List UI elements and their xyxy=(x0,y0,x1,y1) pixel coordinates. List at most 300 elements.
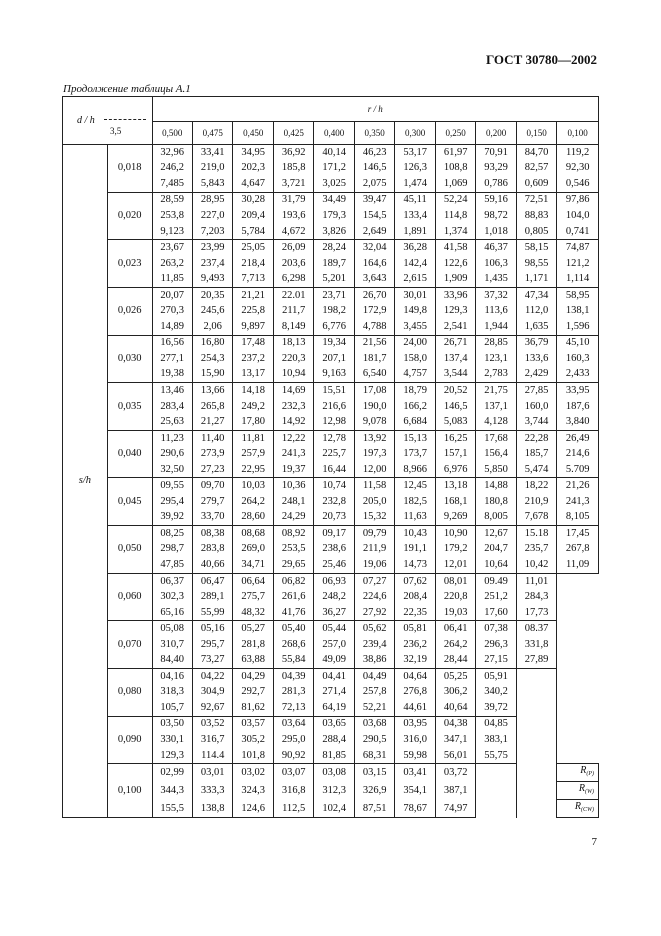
table-cell xyxy=(557,621,599,637)
table-cell: 22.01 xyxy=(273,287,313,303)
table-cell: 20,07 xyxy=(152,287,192,303)
table-cell: 58,95 xyxy=(557,287,599,303)
table-cell: 45,11 xyxy=(395,192,435,208)
table-cell: 46,37 xyxy=(476,240,516,256)
table-cell: 298,7 xyxy=(152,542,192,558)
d-h-value: 0,026 xyxy=(107,287,152,335)
corner-header xyxy=(63,97,153,145)
table-cell: 03,50 xyxy=(152,716,192,732)
table-cell: 03,07 xyxy=(273,764,313,782)
table-cell: 03,72 xyxy=(435,764,475,782)
table-cell: 08,68 xyxy=(233,526,273,542)
table-cell: 187,6 xyxy=(557,399,599,415)
table-cell: 03,95 xyxy=(395,716,435,732)
table-cell: 25,46 xyxy=(314,557,354,573)
table-cell: 126,3 xyxy=(395,161,435,177)
table-cell: 5,474 xyxy=(516,462,556,478)
table-cell: 23,99 xyxy=(192,240,232,256)
table-cell: 2,075 xyxy=(354,176,394,192)
table-cell: 10,74 xyxy=(314,478,354,494)
table-cell: 15.18 xyxy=(516,526,556,542)
table-cell: 93,29 xyxy=(476,161,516,177)
table-cell: 156,4 xyxy=(476,446,516,462)
table-cell: 155,5 xyxy=(152,800,192,818)
table-cell: 160,0 xyxy=(516,399,556,415)
table-cell: 2,06 xyxy=(192,319,232,335)
table-cell: 225,7 xyxy=(314,446,354,462)
table-cell: 305,2 xyxy=(233,732,273,748)
table-cell: 84,70 xyxy=(516,145,556,161)
table-cell: 19,03 xyxy=(435,605,475,621)
table-cell: 2,433 xyxy=(557,367,599,383)
standard-header: ГОСТ 30780—2002 xyxy=(485,52,597,67)
table-cell: 15,90 xyxy=(192,367,232,383)
table-cell: 05,62 xyxy=(354,621,394,637)
table-cell: 264,2 xyxy=(435,637,475,653)
table-cell: 18,79 xyxy=(395,383,435,399)
table-cell: 181,7 xyxy=(354,351,394,367)
table-cell: 333,3 xyxy=(192,782,232,800)
table-cell: 172,9 xyxy=(354,303,394,319)
table-cell: 224,6 xyxy=(354,589,394,605)
d-h-value: 0,070 xyxy=(107,621,152,669)
legend-base: R xyxy=(578,783,585,795)
table-cell: 14,18 xyxy=(233,383,273,399)
table-cell: 08,38 xyxy=(192,526,232,542)
table-cell: 4,128 xyxy=(476,414,516,430)
table-cell: 3,721 xyxy=(273,176,313,192)
table-cell: 11,01 xyxy=(516,573,556,589)
table-cell: 220,8 xyxy=(435,589,475,605)
table-cell: 185,8 xyxy=(273,161,313,177)
table-cell: 114,8 xyxy=(435,208,475,224)
table-cell: 3,455 xyxy=(395,319,435,335)
table-cell: 8,105 xyxy=(557,510,599,526)
table-cell: 5.709 xyxy=(557,462,599,478)
table-cell: 14,89 xyxy=(152,319,192,335)
table-cell: 290,6 xyxy=(152,446,192,462)
table-cell: 1,474 xyxy=(395,176,435,192)
table-cell: 26,71 xyxy=(435,335,475,351)
d-h-value: 0,040 xyxy=(107,430,152,478)
s-h-label: s/h xyxy=(63,145,108,818)
table-cell: 36,79 xyxy=(516,335,556,351)
table-row xyxy=(63,192,599,208)
table-cell: 97,86 xyxy=(557,192,599,208)
table-cell: 09.49 xyxy=(476,573,516,589)
table-cell: 11,85 xyxy=(152,271,192,287)
table-cell: 05,91 xyxy=(476,669,516,685)
table-cell: 318,3 xyxy=(152,685,192,701)
table-cell: 347,1 xyxy=(435,732,475,748)
table-cell: 36,92 xyxy=(273,145,313,161)
table-cell: 9,078 xyxy=(354,414,394,430)
table-cell: 295,0 xyxy=(273,732,313,748)
table-cell: 22,35 xyxy=(395,605,435,621)
table-cell xyxy=(516,800,556,818)
column-header: 0,200 xyxy=(476,122,516,145)
table-cell: 173,7 xyxy=(395,446,435,462)
table-cell xyxy=(557,605,599,621)
table-cell: 113,6 xyxy=(476,303,516,319)
table-cell: 65,16 xyxy=(152,605,192,621)
table-cell: 3,826 xyxy=(314,224,354,240)
table-cell: 1,891 xyxy=(395,224,435,240)
table-cell: 41,58 xyxy=(435,240,475,256)
legend-subscript: (CW) xyxy=(581,807,594,814)
table-cell: 257,9 xyxy=(233,446,273,462)
table-cell: 15,51 xyxy=(314,383,354,399)
table-cell xyxy=(516,685,556,701)
table-cell: 37,32 xyxy=(476,287,516,303)
table-cell: 17,08 xyxy=(354,383,394,399)
table-cell: 15,32 xyxy=(354,510,394,526)
table-cell: 289,1 xyxy=(192,589,232,605)
table-cell: 09,17 xyxy=(314,526,354,542)
table-cell: 306,2 xyxy=(435,685,475,701)
table-cell: 324,3 xyxy=(233,782,273,800)
table-cell: 3,025 xyxy=(314,176,354,192)
table-cell: 270,3 xyxy=(152,303,192,319)
table-cell xyxy=(516,732,556,748)
table-cell: 102,4 xyxy=(314,800,354,818)
table-row xyxy=(63,478,599,494)
r-h-header: r / h xyxy=(152,97,599,122)
table-cell: 271,4 xyxy=(314,685,354,701)
table-cell: 28,95 xyxy=(192,192,232,208)
table-cell xyxy=(557,716,599,732)
table-cell: 12,98 xyxy=(314,414,354,430)
table-cell: 25,05 xyxy=(233,240,273,256)
table-cell: 269,0 xyxy=(233,542,273,558)
table-cell: 1,171 xyxy=(516,271,556,287)
table-cell: 28,44 xyxy=(435,653,475,669)
table-row xyxy=(63,716,599,732)
table-cell: 23,71 xyxy=(314,287,354,303)
table-cell: 124,6 xyxy=(233,800,273,818)
table-cell: 149,8 xyxy=(395,303,435,319)
table-cell: 52,24 xyxy=(435,192,475,208)
table-cell: 13,66 xyxy=(192,383,232,399)
table-cell: 73,27 xyxy=(192,653,232,669)
table-row xyxy=(63,240,599,256)
table-cell: 263,2 xyxy=(152,256,192,272)
table-cell: 22,95 xyxy=(233,462,273,478)
table-cell: 2,649 xyxy=(354,224,394,240)
table-row xyxy=(63,669,599,685)
table-cell: 20,73 xyxy=(314,510,354,526)
table-cell xyxy=(557,573,599,589)
table-cell: 04,38 xyxy=(435,716,475,732)
table-cell: 290,5 xyxy=(354,732,394,748)
table-cell: 3,840 xyxy=(557,414,599,430)
table-cell: 28,85 xyxy=(476,335,516,351)
table-cell: 237,4 xyxy=(192,256,232,272)
table-cell: 05,16 xyxy=(192,621,232,637)
table-cell: 03,64 xyxy=(273,716,313,732)
table-cell: 326,9 xyxy=(354,782,394,800)
table-cell: 26,70 xyxy=(354,287,394,303)
table-cell: 81,62 xyxy=(233,700,273,716)
table-cell: 21,27 xyxy=(192,414,232,430)
table-cell: 40,64 xyxy=(435,700,475,716)
table-cell: 21,21 xyxy=(233,287,273,303)
table-cell: 10,64 xyxy=(476,557,516,573)
table-cell: 03,57 xyxy=(233,716,273,732)
table-cell: 27,89 xyxy=(516,653,556,669)
table-cell: 33,41 xyxy=(192,145,232,161)
table-cell xyxy=(557,653,599,669)
table-cell: 383,1 xyxy=(476,732,516,748)
table-cell: 08,25 xyxy=(152,526,192,542)
table-cell: 257,0 xyxy=(314,637,354,653)
table-cell: 14,92 xyxy=(273,414,313,430)
table-cell: 06,37 xyxy=(152,573,192,589)
table-cell: 4,788 xyxy=(354,319,394,335)
table-cell: 55,75 xyxy=(476,748,516,764)
table-cell: 08,01 xyxy=(435,573,475,589)
table-cell: 121,2 xyxy=(557,256,599,272)
table-cell: 276,8 xyxy=(395,685,435,701)
table-cell: 225,8 xyxy=(233,303,273,319)
table-cell: 284,3 xyxy=(516,589,556,605)
table-cell: 08,92 xyxy=(273,526,313,542)
table-cell: 53,17 xyxy=(395,145,435,161)
table-cell: 108,8 xyxy=(435,161,475,177)
table-cell: 1,114 xyxy=(557,271,599,287)
legend-base: R xyxy=(580,765,587,777)
table-cell: 19,34 xyxy=(314,335,354,351)
d-h-value: 0,060 xyxy=(107,573,152,621)
table-cell: 34,49 xyxy=(314,192,354,208)
table-cell: 1,944 xyxy=(476,319,516,335)
table-cell: 3,744 xyxy=(516,414,556,430)
table-cell: 21,56 xyxy=(354,335,394,351)
table-cell: 1,596 xyxy=(557,319,599,335)
table-cell: 12,01 xyxy=(435,557,475,573)
table-cell: 38,86 xyxy=(354,653,394,669)
d-h-value: 0,080 xyxy=(107,669,152,717)
table-cell: 36,28 xyxy=(395,240,435,256)
table-cell: 39,47 xyxy=(354,192,394,208)
table-cell: 202,3 xyxy=(233,161,273,177)
table-cell: 189,7 xyxy=(314,256,354,272)
table-cell: 129,3 xyxy=(435,303,475,319)
table-cell: 11,40 xyxy=(192,430,232,446)
table-cell: 05,27 xyxy=(233,621,273,637)
table-cell xyxy=(476,800,516,818)
table-cell: 142,4 xyxy=(395,256,435,272)
d-h-value: 0,023 xyxy=(107,240,152,288)
table-cell: 6,298 xyxy=(273,271,313,287)
table-cell: 296,3 xyxy=(476,637,516,653)
table-cell: 16,25 xyxy=(435,430,475,446)
table-cell: 304,9 xyxy=(192,685,232,701)
table-cell: 164,6 xyxy=(354,256,394,272)
table-cell: 5,201 xyxy=(314,271,354,287)
table-cell xyxy=(516,716,556,732)
table-cell: 279,7 xyxy=(192,494,232,510)
table-cell: 72,13 xyxy=(273,700,313,716)
d-h-value: 0,100 xyxy=(107,764,152,818)
table-cell: 11,81 xyxy=(233,430,273,446)
table-cell: 354,1 xyxy=(395,782,435,800)
table-cell: 19,38 xyxy=(152,367,192,383)
table-cell: 8,149 xyxy=(273,319,313,335)
table-cell: 227,0 xyxy=(192,208,232,224)
table-cell: 58,15 xyxy=(516,240,556,256)
table-cell xyxy=(557,700,599,716)
table-cell: 302,3 xyxy=(152,589,192,605)
table-cell: 112,0 xyxy=(516,303,556,319)
table-cell: 7,713 xyxy=(233,271,273,287)
table-cell: 129,3 xyxy=(152,748,192,764)
table-cell: 06,64 xyxy=(233,573,273,589)
d-h-value: 0,050 xyxy=(107,526,152,574)
table-cell: 88,83 xyxy=(516,208,556,224)
table-cell: 26,49 xyxy=(557,430,599,446)
table-cell: 254,3 xyxy=(192,351,232,367)
table-cell: 27,92 xyxy=(354,605,394,621)
table-cell: 39,92 xyxy=(152,510,192,526)
table-cell: 72,51 xyxy=(516,192,556,208)
table-cell: 17,73 xyxy=(516,605,556,621)
table-cell: 209,4 xyxy=(233,208,273,224)
table-cell: 06,47 xyxy=(192,573,232,589)
column-header: 0,100 xyxy=(557,122,599,145)
table-cell: 47,34 xyxy=(516,287,556,303)
table-cell: 34,95 xyxy=(233,145,273,161)
table-cell: 20,35 xyxy=(192,287,232,303)
table-cell: 11,23 xyxy=(152,430,192,446)
table-cell: 56,01 xyxy=(435,748,475,764)
table-cell: 09,55 xyxy=(152,478,192,494)
table-cell: 220,3 xyxy=(273,351,313,367)
table-continuation-caption: Продолжение таблицы А.1 xyxy=(63,83,191,95)
table-cell: 123,1 xyxy=(476,351,516,367)
table-cell: 84,40 xyxy=(152,653,192,669)
table-cell: 21,75 xyxy=(476,383,516,399)
table-cell: 03,15 xyxy=(354,764,394,782)
table-cell: 29,65 xyxy=(273,557,313,573)
table-cell: 166,2 xyxy=(395,399,435,415)
table-cell: 248,1 xyxy=(273,494,313,510)
table-cell: 387,1 xyxy=(435,782,475,800)
table-cell: 248,2 xyxy=(314,589,354,605)
table-cell: 232,3 xyxy=(273,399,313,415)
table-cell: 04,85 xyxy=(476,716,516,732)
table-cell: 104,0 xyxy=(557,208,599,224)
table-cell: 9,493 xyxy=(192,271,232,287)
table-cell xyxy=(557,589,599,605)
table-cell: 70,91 xyxy=(476,145,516,161)
table-cell: 17,60 xyxy=(476,605,516,621)
table-cell: 146,5 xyxy=(354,161,394,177)
d-h-value: 0,018 xyxy=(107,145,152,193)
table-cell: 137,1 xyxy=(476,399,516,415)
table-row xyxy=(63,335,599,351)
table-cell: 27,23 xyxy=(192,462,232,478)
table-cell: 251,2 xyxy=(476,589,516,605)
table-cell: 63,88 xyxy=(233,653,273,669)
table-cell: 05,44 xyxy=(314,621,354,637)
table-cell: 4,672 xyxy=(273,224,313,240)
table-cell: 112,5 xyxy=(273,800,313,818)
table-cell: 238,6 xyxy=(314,542,354,558)
table-cell: 190,0 xyxy=(354,399,394,415)
table-cell: 55,84 xyxy=(273,653,313,669)
table-cell: 78,67 xyxy=(395,800,435,818)
table-cell: 6,776 xyxy=(314,319,354,335)
table-cell: 48,32 xyxy=(233,605,273,621)
table-cell: 292,7 xyxy=(233,685,273,701)
table-cell: 9,123 xyxy=(152,224,192,240)
table-row xyxy=(63,430,599,446)
table-cell: 138,8 xyxy=(192,800,232,818)
table-cell: 46,23 xyxy=(354,145,394,161)
table-cell: 211,7 xyxy=(273,303,313,319)
table-cell: 17,80 xyxy=(233,414,273,430)
table-cell: 8,966 xyxy=(395,462,435,478)
table-cell: 13,46 xyxy=(152,383,192,399)
table-cell: 87,51 xyxy=(354,800,394,818)
table-cell xyxy=(516,700,556,716)
table-cell: 137,4 xyxy=(435,351,475,367)
table-cell: 273,9 xyxy=(192,446,232,462)
table-cell: 34,71 xyxy=(233,557,273,573)
table-cell: 1,435 xyxy=(476,271,516,287)
table-cell: 13,18 xyxy=(435,478,475,494)
table-cell: 295,7 xyxy=(192,637,232,653)
table-cell: 03,41 xyxy=(395,764,435,782)
table-cell: 0,741 xyxy=(557,224,599,240)
table-row xyxy=(63,145,599,161)
table-cell: 26,09 xyxy=(273,240,313,256)
table-cell: 23,67 xyxy=(152,240,192,256)
table-cell: 239,4 xyxy=(354,637,394,653)
table-cell: 31,79 xyxy=(273,192,313,208)
d-h-value: 0,030 xyxy=(107,335,152,383)
d-h-value: 0,090 xyxy=(107,716,152,764)
table-cell: 205,0 xyxy=(354,494,394,510)
table-cell: 179,3 xyxy=(314,208,354,224)
table-cell xyxy=(516,782,556,800)
table-cell: 219,0 xyxy=(192,161,232,177)
table-cell: 197,3 xyxy=(354,446,394,462)
table-cell: 11,58 xyxy=(354,478,394,494)
table-cell: 193,6 xyxy=(273,208,313,224)
table-cell: 90,92 xyxy=(273,748,313,764)
table-cell: 283,8 xyxy=(192,542,232,558)
table-cell: 55,99 xyxy=(192,605,232,621)
table-cell: 10,43 xyxy=(395,526,435,542)
table-cell: 310,7 xyxy=(152,637,192,653)
table-cell xyxy=(557,637,599,653)
table-cell: 253,8 xyxy=(152,208,192,224)
table-cell: 16,56 xyxy=(152,335,192,351)
table-cell: 12,67 xyxy=(476,526,516,542)
table-cell: 06,82 xyxy=(273,573,313,589)
table-cell: 344,3 xyxy=(152,782,192,800)
table-cell: 36,27 xyxy=(314,605,354,621)
column-header: 0,400 xyxy=(314,122,354,145)
table-cell: 1,909 xyxy=(435,271,475,287)
table-cell: 22,28 xyxy=(516,430,556,446)
table-cell: 10,36 xyxy=(273,478,313,494)
table-cell: 24,29 xyxy=(273,510,313,526)
table-cell: 12,22 xyxy=(273,430,313,446)
column-header: 0,450 xyxy=(233,122,273,145)
